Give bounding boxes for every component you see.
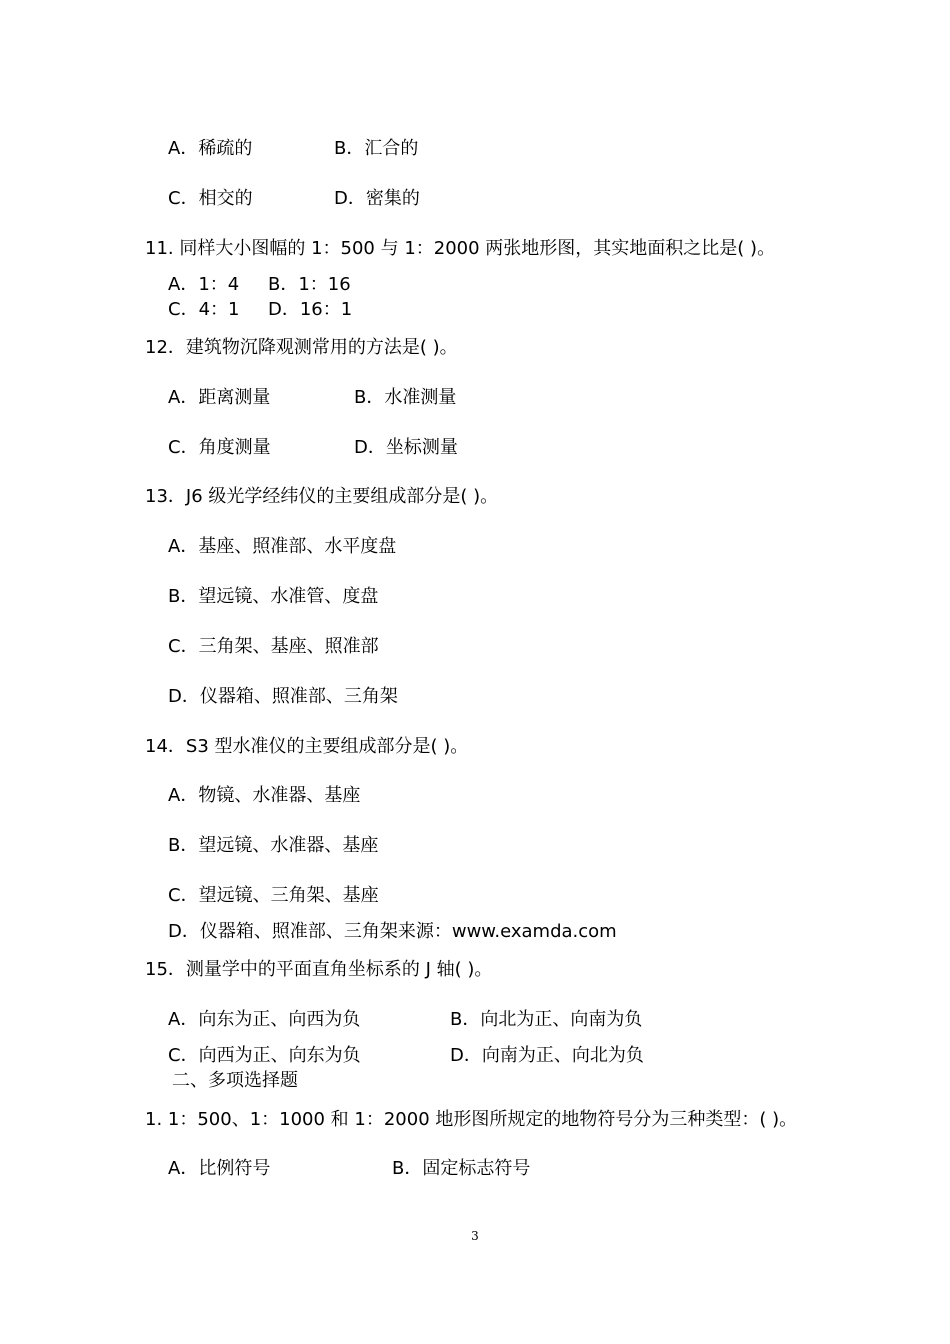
q14-option-a: A．物镜、水准器、基座 bbox=[168, 785, 361, 806]
page-number: 3 bbox=[471, 1229, 479, 1243]
q10-option-a: A．稀疏的 bbox=[168, 138, 253, 159]
section-heading-multiple-choice: 二、多项选择题 bbox=[172, 1070, 298, 1091]
q12-option-c: C．角度测量 bbox=[168, 437, 271, 458]
multi-q1-stem: 1. 1：500、1：1000 和 1：2000 地形图所规定的地物符号分为三种类型：( )。 bbox=[145, 1109, 798, 1130]
q15-option-b: B．向北为正、向南为负 bbox=[450, 1009, 643, 1030]
q11-stem: 11. 同样大小图幅的 1：500 与 1：2000 两张地形图，其实地面积之比是( )。 bbox=[145, 238, 776, 259]
q14-option-c: C．望远镜、三角架、基座 bbox=[168, 885, 379, 906]
q13-option-d: D．仪器箱、照准部、三角架 bbox=[168, 686, 398, 707]
q12-option-b: B．水准测量 bbox=[354, 387, 457, 408]
q10-option-d: D．密集的 bbox=[334, 188, 420, 209]
q10-option-b: B．汇合的 bbox=[334, 138, 419, 159]
q10-option-c: C．相交的 bbox=[168, 188, 253, 209]
q15-stem: 15．测量学中的平面直角坐标系的 J 轴( )。 bbox=[145, 959, 493, 980]
q14-stem: 14．S3 型水准仪的主要组成部分是( )。 bbox=[145, 736, 469, 757]
q13-option-a: A．基座、照准部、水平度盘 bbox=[168, 536, 397, 557]
q13-stem: 13．J6 级光学经纬仪的主要组成部分是( )。 bbox=[145, 486, 499, 507]
q11-option-a: A．1：4 bbox=[168, 274, 240, 295]
q11-option-c: C．4：1 bbox=[168, 299, 240, 320]
q12-option-a: A．距离测量 bbox=[168, 387, 271, 408]
multi-q1-option-a: A．比例符号 bbox=[168, 1158, 271, 1179]
q13-option-b: B．望远镜、水准管、度盘 bbox=[168, 586, 379, 607]
q15-option-d: D．向南为正、向北为负 bbox=[450, 1045, 644, 1066]
q11-option-b: B．1：16 bbox=[268, 274, 351, 295]
q15-option-a: A．向东为正、向西为负 bbox=[168, 1009, 361, 1030]
q12-option-d: D．坐标测量 bbox=[354, 437, 458, 458]
multi-q1-option-b: B．固定标志符号 bbox=[392, 1158, 531, 1179]
q14-option-d: D．仪器箱、照准部、三角架来源：www.examda.com bbox=[168, 921, 617, 942]
q14-option-b: B．望远镜、水准器、基座 bbox=[168, 835, 379, 856]
q12-stem: 12．建筑物沉降观测常用的方法是( )。 bbox=[145, 337, 458, 358]
q15-option-c: C．向西为正、向东为负 bbox=[168, 1045, 361, 1066]
q11-option-d: D．16：1 bbox=[268, 299, 353, 320]
q13-option-c: C．三角架、基座、照准部 bbox=[168, 636, 379, 657]
